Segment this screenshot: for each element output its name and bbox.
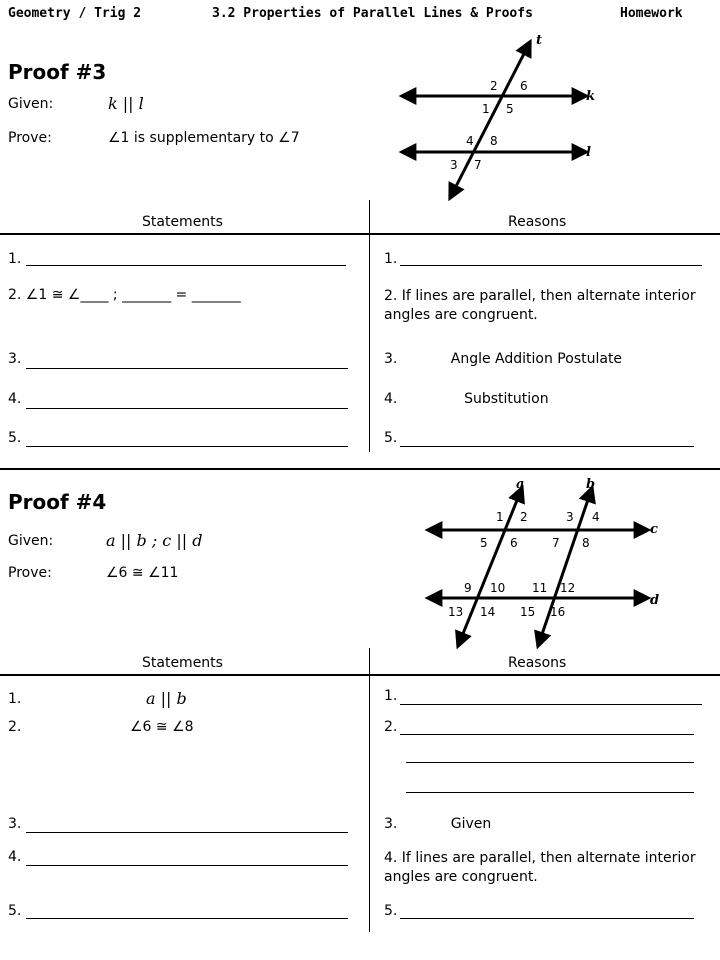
proof3-table-rule [0,233,720,235]
proof4-statement-4-blank[interactable] [26,865,348,866]
proof4-reasons-header: Reasons [508,655,567,671]
angle-15: 15 [520,605,536,619]
proof4-given-label: Given: [8,533,54,549]
line-t [450,42,530,198]
proof3-statement-4-blank[interactable] [26,408,348,409]
angle-8: 8 [490,134,498,148]
angle-8: 8 [582,536,590,550]
proof4-statements-header: Statements [142,655,223,671]
angle-16: 16 [550,605,566,619]
proof3-statement-1: 1. [8,251,22,267]
proof3-reason-3: 3. Angle Addition Postulate [384,351,623,367]
proof4-reason-1-blank[interactable] [400,704,702,705]
proof3-statement-3-blank[interactable] [26,368,348,369]
angle-14: 14 [480,605,496,619]
proof4-reason-2-blank-2[interactable] [406,762,694,763]
angle-7: 7 [552,536,560,550]
proof3-reason-2: 2. If lines are parallel, then alternate interior angles are congruent. [384,288,696,323]
proof4-prove: ∠6 ≅ ∠11 [106,565,179,581]
proof4-statement-1: a || b [146,689,187,708]
proof3-column-divider [369,200,370,452]
angle-6: 6 [510,536,518,550]
proof4-diagram [416,474,676,654]
proof4-statement-3: 3. [8,816,22,832]
proof3-reason-5-blank[interactable] [400,446,694,447]
angle-3: 3 [566,510,574,524]
proof4-table-rule [0,674,720,676]
proof3-given-label: Given: [8,96,54,112]
angle-12: 12 [560,581,576,595]
section-divider [0,468,720,470]
line-a [458,488,522,646]
proof4-given: a || b ; c || d [106,531,203,550]
proof4-prove-label: Prove: [8,565,52,581]
angle-2: 2 [490,79,498,93]
angle-2: 2 [520,510,528,524]
proof4-statement-5-blank[interactable] [26,918,348,919]
proof4-statement-2-number: 2. [8,719,22,735]
proof3-diagram [390,28,610,204]
label-a: a [516,477,525,492]
proof3-statement-2: 2. ∠1 ≅ ∠____ ; _______ = _______ [8,287,241,303]
proof3-given: k || l [108,94,144,113]
proof3-statement-4: 4. [8,391,22,407]
proof4-column-divider [369,648,370,932]
angle-1: 1 [496,510,504,524]
angle-7: 7 [474,158,482,172]
angle-6: 6 [520,79,528,93]
proof3-reason-5: 5. [384,430,398,446]
angle-3: 3 [450,158,458,172]
label-d: d [650,593,660,608]
angle-10: 10 [490,581,506,595]
proof4-reason-3: 3. Given [384,816,492,832]
proof4-reason-5-blank[interactable] [400,918,694,919]
label-b: b [586,477,596,492]
assignment-type: Homework [620,6,683,21]
proof4-statement-1-number: 1. [8,691,22,707]
proof4-reason-2-blank-3[interactable] [406,792,694,793]
proof3-title: Proof #3 [8,60,107,84]
proof3-reason-1-blank[interactable] [400,265,702,266]
proof3-statement-1-blank[interactable] [26,265,346,266]
angle-5: 5 [480,536,488,550]
proof4-reason-2: 2. [384,719,398,735]
label-c: c [650,522,658,537]
proof4-statement-3-blank[interactable] [26,832,348,833]
label-k: k [586,89,596,104]
angle-9: 9 [464,581,472,595]
proof3-prove: ∠1 is supplementary to ∠7 [108,130,300,146]
course-title: Geometry / Trig 2 [8,6,142,21]
angle-11: 11 [532,581,548,595]
proof3-prove-label: Prove: [8,130,52,146]
proof4-reason-1: 1. [384,688,398,704]
proof4-statement-2: ∠6 ≅ ∠8 [130,719,194,735]
label-l: l [586,145,591,160]
line-b [538,488,592,646]
angle-1: 1 [482,102,490,116]
proof4-statement-5: 5. [8,903,22,919]
proof4-title: Proof #4 [8,490,107,514]
proof4-statement-4: 4. [8,849,22,865]
proof3-statements-header: Statements [142,214,223,230]
proof3-reason-1: 1. [384,251,398,267]
lesson-title: 3.2 Properties of Parallel Lines & Proofs [212,6,533,21]
proof3-statement-5-blank[interactable] [26,446,348,447]
proof3-reason-4: 4. Substitution [384,391,549,407]
angle-4: 4 [592,510,600,524]
proof3-statement-3: 3. [8,351,22,367]
proof4-reason-5: 5. [384,903,398,919]
label-t: t [536,33,543,48]
proof4-reason-2-blank-1[interactable] [400,734,694,735]
angle-4: 4 [466,134,474,148]
proof3-statement-5: 5. [8,430,22,446]
proof4-reason-4: 4. If lines are parallel, then alternate interior angles are congruent. [384,850,696,885]
proof3-reasons-header: Reasons [508,214,567,230]
angle-5: 5 [506,102,514,116]
angle-13: 13 [448,605,464,619]
